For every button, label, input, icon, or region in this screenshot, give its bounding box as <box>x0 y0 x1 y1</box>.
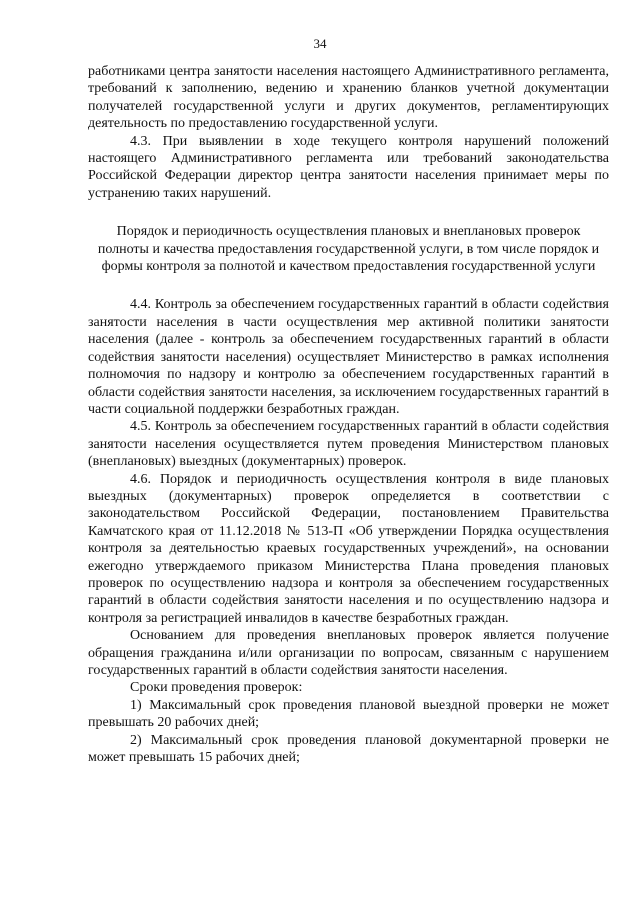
section-heading: Порядок и периодичность осуществления плановых и внеплановых проверок полноты и качества предоставления государственной услуги, в том числе порядок и формы контроля за полнотой и качеством предоставления государственной услуги <box>97 224 600 275</box>
paragraph-4-3: 4.3. При выявлении в ходе текущего контроля нарушений положений настоящего Административного регламента или требований законодательства Российской Федерации директор центра занятости населения принимает меры по устранению таких нарушений. <box>88 133 609 201</box>
paragraph-unscheduled-basis: Основанием для проведения внеплановых проверок является получение обращения гражданина и/или организации по вопросам, связанным с нарушением государственных гарантий в области содействия занятости населения. <box>88 628 609 678</box>
list-item-term-2: 2) Максимальный срок проведения плановой документарной проверки не может превышать 15 рабочих дней; <box>88 732 609 766</box>
paragraph-4-5: 4.5. Контроль за обеспечением государственных гарантий в области содействия занятости населения осуществляется путем проведения Министерством плановых (внеплановых) выездных (документарных) проверок. <box>88 419 609 470</box>
paragraph-inspection-terms: Сроки проведения проверок: <box>130 680 303 696</box>
paragraph-4-4: 4.4. Контроль за обеспечением государственных гарантий в области содействия занятости населения в части осуществления мер активной политики занятости населения (далее - контроль за обеспечением государственных гарантий в области содействия занятости населения) осуществляет Министерство в рамках исполнения полномочия по надзору и контролю за обеспечением государственных гарантий в области содействия занятости населения, за исключением государственных гарантий в части социальной поддержки безработных граждан. <box>88 297 609 417</box>
document-body <box>88 63 609 766</box>
list-item-term-1: 1) Максимальный срок проведения плановой выездной проверки не может превышать 20 рабочих дней; <box>88 697 609 731</box>
paragraph-continuation: работниками центра занятости населения настоящего Административного регламента, требований к заполнению, ведению и хранению бланков учетной документации получателей государственной услуги и других документов, регламентирующих деятельность по предоставлению государственной услуги. <box>88 64 609 132</box>
paragraph-4-6: 4.6. Порядок и периодичность осуществления контроля в виде плановых выездных (документарных) проверок определяется в соответствии с законодательством Российской Федерации, постановлением Правительства Камчатского края от 11.12.2018 № 513-П «Об утверждении Порядка осуществления контроля за деятельностью краевых государственных учреждений», на основании ежегодно утверждаемого приказом Министерства Плана проведения плановых проверок по осуществлению надзора и контроля за обеспечением государственных гарантий в области содействия занятости населения и по осуществлению надзора и контроля за регистрацией инвалидов в качестве безработных граждан. <box>88 471 609 626</box>
page-number: 34 <box>313 36 327 51</box>
